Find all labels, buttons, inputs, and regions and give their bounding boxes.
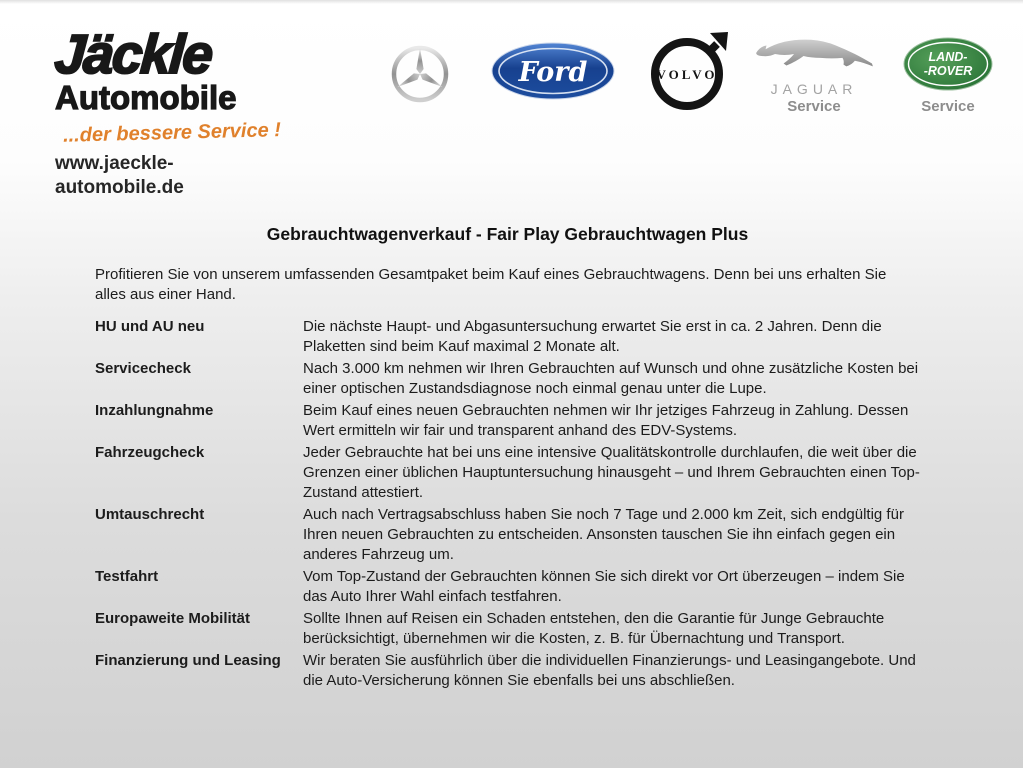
feature-row: [95, 651, 920, 691]
feature-term: HU und AU neu: [95, 318, 205, 335]
volvo-logo-icon: [647, 30, 731, 119]
jaguar-leaper-icon: [750, 36, 878, 74]
feature-term: Finanzierung und Leasing: [95, 652, 281, 669]
landrover-label-top: LAND-: [928, 50, 968, 64]
jaguar-logo-label: JAGUAR: [770, 81, 858, 97]
feature-description: Sollte Ihnen auf Reisen ein Schaden entstehen, den die Garantie für Junge Gebrauchte berücksichtigt, übernehmen wir die Kosten, z. B. für Übernachtung und Transport.: [303, 610, 885, 647]
feature-row: [95, 317, 920, 357]
ford-logo-label: Ford: [518, 57, 588, 88]
feature-term: Servicecheck: [95, 360, 191, 377]
feature-description: Auch nach Vertragsabschluss haben Sie noch 7 Tage und 2.000 km Zeit, sich endgültig für Ihren neuen Gebrauchten zu entscheiden. Ansonsten tauschen Sie ihn einfach gegen ein anderes Fahrzeug um.: [303, 506, 904, 563]
feature-description: Wir beraten Sie ausführlich über die individuellen Finanzierungs- und Leasingangebote. Und die Auto-Versicherung können Sie ebenfalls bei uns abschließen.: [303, 652, 916, 689]
jaeckle-logo-name: Jäckle: [52, 23, 214, 85]
jaeckle-logo-subname: Automobile: [55, 79, 237, 116]
landrover-label-bottom: -ROVER: [923, 64, 973, 78]
main-content: [95, 224, 920, 691]
page-title: Gebrauchtwagenverkauf - Fair Play Gebrauchtwagen Plus: [266, 224, 749, 244]
landrover-service-label: Service: [921, 98, 975, 115]
feature-term: Testfahrt: [95, 568, 159, 585]
feature-row: [95, 401, 920, 441]
feature-term: Fahrzeugcheck: [95, 444, 205, 461]
feature-list: [95, 317, 920, 691]
intro-paragraph: Profitieren Sie von unserem umfassenden Gesamtpaket beim Kauf eines Gebrauchtwagens. Denn bei uns erhalten Sie alles aus einer Hand.: [95, 266, 887, 303]
feature-description: Vom Top-Zustand der Gebrauchten können Sie sich direkt vor Ort überzeugen – indem Sie das Auto Ihrer Wahl einfach testfahren.: [303, 568, 905, 605]
header: [0, 0, 1023, 200]
feature-term: Umtauschrecht: [95, 506, 205, 523]
feature-row: [95, 567, 920, 607]
feature-term: Inzahlungnahme: [95, 402, 214, 419]
jaguar-service-label: Service: [787, 98, 841, 115]
feature-row: [95, 359, 920, 399]
feature-description: Jeder Gebrauchte hat bei uns eine intensive Qualitätskontrolle durchlaufen, die weit über die Grenzen einer üblichen Hauptuntersuchung hinausgeht – und Ihrem Gebrauchten einen Top-Zustand attestiert.: [303, 444, 920, 501]
feature-term: Europaweite Mobilität: [95, 610, 251, 627]
feature-description: Beim Kauf eines neuen Gebrauchten nehmen wir Ihr jetziges Fahrzeug in Zahlung. Dessen Wert ermitteln wir fair und transparent anhand des EDV-Systems.: [303, 402, 909, 439]
landrover-logo: [902, 36, 994, 115]
feature-description: Die nächste Haupt- und Abgasuntersuchung erwartet Sie erst in ca. 2 Jahren. Denn die Plaketten sind beim Kauf maximal 2 Monate alt.: [303, 318, 882, 355]
feature-row: [95, 609, 920, 649]
jaguar-logo: [750, 36, 878, 115]
jaeckle-logo: [52, 23, 285, 200]
feature-row: [95, 443, 920, 503]
mercedes-logo-icon: [389, 43, 451, 110]
ford-logo-icon: [491, 42, 615, 105]
feature-row: [95, 505, 920, 565]
landrover-oval-icon: [902, 36, 994, 92]
volvo-logo-label: VOLVO: [656, 67, 718, 82]
feature-description: Nach 3.000 km nehmen wir Ihren Gebrauchten auf Wunsch und ohne zusätzliche Kosten bei einer optischen Zustandsdiagnose noch einmal genau unter die Lupe.: [303, 360, 919, 397]
jaeckle-tagline: ...der bessere Service !: [62, 119, 282, 147]
jaeckle-website-text: www.jaeckle-automobile.de: [55, 153, 184, 198]
